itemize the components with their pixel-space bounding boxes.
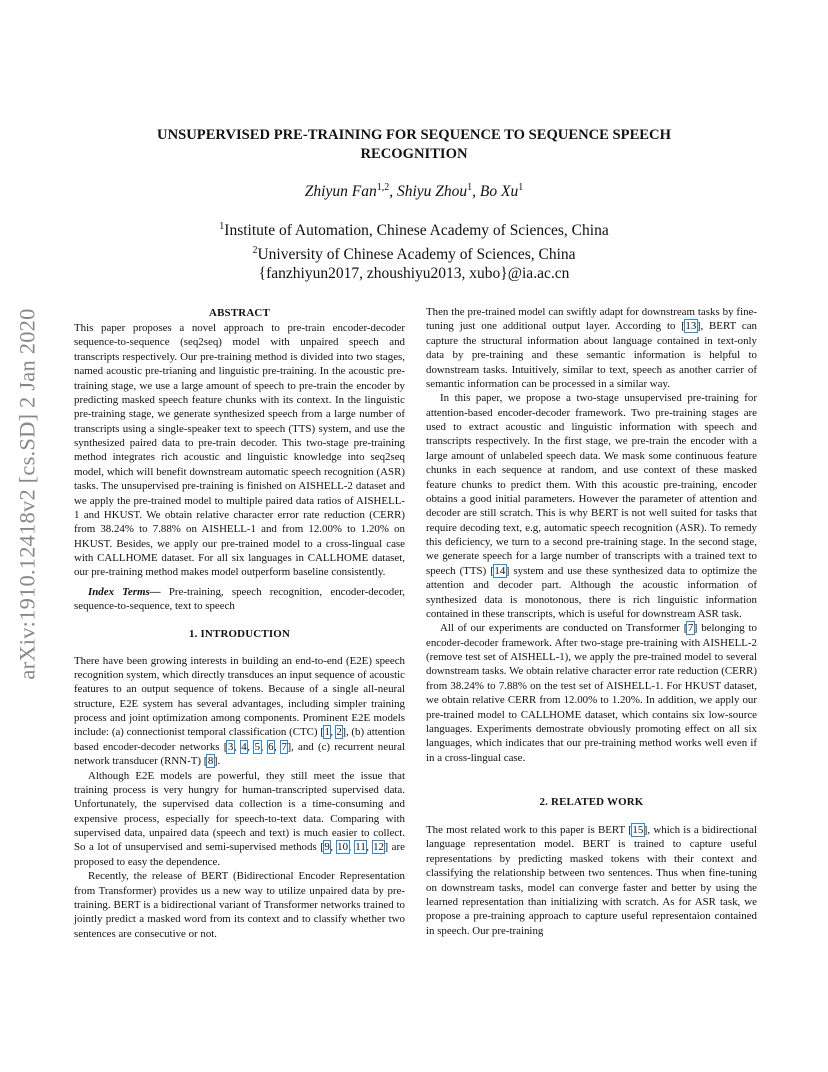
citation-link[interactable]: 5 — [254, 740, 261, 753]
intro-paragraph-4: Then the pre-trained model can swiftly adapt for downstream tasks by fine-tuning just one additional output layer. According to [13], BERT can capture the structural information about language contained in text-only data by pre-training and these semantic information is helpful to downstream tasks. Intuitively, similar to text, speech as another carrier of semantic information can be processed in a similar way. — [426, 306, 757, 390]
citation-link[interactable]: 1 — [324, 726, 330, 739]
affiliations — [100, 217, 728, 284]
author-emails: {fanzhiyun2017, zhoushiyu2013, xubo}@ia.ac.cn — [258, 265, 570, 283]
author-affiliation-mark: 1,2 — [376, 182, 390, 193]
index-terms — [74, 585, 405, 614]
intro-paragraph-5: In this paper, we propose a two-stage unsupervised pre-training for attention-based encoder-decoder framework. Two pre-training stages are used to extract acoustic and linguistic information with speech and transcripts respectively. In the first stage, we pre-train the encoder with a large amount of unlabeled speech data. We mask some continuous feature chunks in each sequence at random, and use context of these masked feature chunks to predict them. With this acoustic pre-training, encoder obtains a good initial parameters. However the parameter of attention and decoder are still scratch. This is why BERT is not well suited for tasks that require decoding text, e.g, automatic speech recognition (ASR). To remedy this deficiency, we turn to a second pre-training stage. In the second stage, we generate speech for a large number of transcripts with a trained text to speech (TTS) [14] system and use these synthesized data to optimize the attention and decoder part. Although the acoustic information of synthesized data is monotonous, there is rich linguistic information contained in these transcripts, which is useful for downstream ASR task. — [426, 392, 757, 620]
affiliation-1 — [100, 217, 728, 241]
citation-link[interactable]: 7 — [687, 622, 694, 635]
index-terms-text: Pre-training, speech recognition, encoder-decoder, sequence-to-sequence, text to speech — [74, 585, 405, 613]
paper-title — [100, 126, 728, 164]
right-column — [426, 305, 757, 938]
author-list: Zhiyun Fan$^{1,2}$, Shiyu Zhou$^1$, Bo Xu$^1$ — [304, 182, 524, 200]
arxiv-sidebar — [2, 298, 54, 690]
citation-link[interactable]: 11 — [355, 841, 366, 854]
affiliation-mark: 2 — [252, 244, 258, 256]
title-line-1: UNSUPERVISED PRE-TRAINING FOR SEQUENCE TO SEQUENCE SPEECH — [157, 127, 671, 143]
index-terms-label: Index Terms— — [88, 585, 161, 598]
affiliation-text: Institute of Automation, Chinese Academy of Sciences, China — [224, 222, 609, 239]
author-name: Shiyu Zhou — [396, 183, 468, 200]
section-heading-introduction: 1. INTRODUCTION — [188, 627, 291, 640]
intro-paragraph-3: Recently, the release of BERT (Bidirectional Encoder Representation from Transformer) provides us a new way to utilize unpaired data by pre-training. BERT is a bidirectional variant of Transformer networks trained to jointly predict a masked word from its context and to classify whether two sentences are consecutive or not. — [74, 870, 405, 940]
citation-link[interactable]: 14 — [494, 564, 506, 577]
citation-link[interactable]: 3 — [227, 740, 234, 753]
abstract-text: This paper proposes a novel approach to pre-train encoder-decoder sequence-to-sequence (seq2seq) model with unpaired speech and transcripts respectively. Our pre-training method is divided into two stages, named acoustic pre-trianing and linguistic pre-training. In the acoustic pre-training stage, we use a large amount of speech to pre-train the encoder by predicting masked speech feature chunks with its context. In the linguistic pre-training stage, we generate synthesized speech from a large number of transcripts using a single-speaker text to speech (TTS) system, and use the synthesized paired data to pre-train decoder. This two-stage pre-training method integrates rich acoustic and linguistic knowledge into seq2seq model, which will benefit downstream automatic speech recognition (ASR) tasks. The unsupervised pre-training is finished on AISHELL-2 dataset and we apply the pre-trained model to multiple paired data ratios of AISHELL-1 and HKUST. We obtain relative character error rate reduction (CERR) from 38.24% to 7.88% on AISHELL-1 and from 12.00% to 1.20% on HKUST. Besides, we apply our pre-trained model to a cross-lingual case with CALLHOME dataset. For all six languages in CALLHOME dataset, our pre-training method makes model outperform baseline consistently. — [74, 322, 405, 579]
affiliation-text: University of Chinese Academy of Sciences, China — [257, 245, 576, 263]
affiliation-mark: 1 — [219, 221, 225, 232]
author-affiliation-mark: 1 — [467, 182, 473, 193]
author-name: Bo Xu — [479, 183, 519, 200]
intro-paragraph-6: All of our experiments are conducted on Transformer [7] belonging to encoder-decoder framework. After two-stage pre-training with AISHELL-2 (remove test set of AISHELL-1), we apply the pre-trained model to several downstream tasks. We obtain relative character error rate reduction (CERR) from 38.24% to 7.88% on the test set of AISHELL-1. For HKUST dataset, we obtain relative CERR from 12.00% to 1.20%. In addition, we apply our pre-trained model to CALLHOME dataset, which contains six low-source languages. Experiments demostrate obviously promoting effect on all six languages, which indicates that our pre-training method works well even if in a cross-lingual case. — [426, 622, 757, 764]
left-column — [74, 306, 405, 941]
arxiv-identifier: arXiv:1910.12418v2 [cs.SD] 2 Jan 2020 — [15, 308, 40, 680]
citation-link[interactable]: 15 — [632, 824, 644, 836]
citation-link[interactable]: 4 — [241, 740, 247, 753]
section-heading-related-work: 2. RELATED WORK — [539, 796, 644, 808]
citation-link[interactable]: 12 — [373, 841, 384, 854]
intro-paragraph-2: Although E2E models are powerful, they still meet the issue that training process is very hungry for human-transcripted supervised data. Unfortunately, the supervised data collection is a time-consuming and expensive process, especially for speech-to-text data. Comparing with supervised data, unpaired data (speech and text) is much easier to collect. So a lot of unsupervised and semi-supervised methods [9, 10, 11, 12] are proposed to easy the dependence. — [74, 769, 405, 868]
citation-link[interactable]: 10 — [337, 841, 349, 854]
related-paragraph-1: The most related work to this paper is BERT [15], which is a bidirectional language representation model. BERT is trained to capture useful representations by predicting masked tokens with their context and classifying the relationship between two sentences. Thus when fine-tuning on downstream tasks, model can converge faster and better by using the learned representation than initializing with scratch. As for ASR task, we propose a pre-training approach to capture useful representaion contained in speech. Our pre-training — [426, 824, 757, 937]
citation-link[interactable]: 7 — [281, 740, 287, 753]
abstract-heading: ABSTRACT — [209, 307, 270, 319]
citation-link[interactable]: 2 — [336, 726, 342, 739]
intro-paragraph-1: There have been growing interests in building an end-to-end (E2E) speech recognition system, which directly transduces an input sequence of acoustic features to an output sequence of tokens. Because of a single all-neural structure, E2E system has several advantages, including simpler training process and joint optimization among components. Prominent E2E models include: (a) connectionist temporal classification (CTC) [1, 2], (b) attention based encoder-decoder networks [3, 4, 5, 6, 7], and (c) recurrent neural network transducer (RNN-T) [8]. — [74, 654, 406, 768]
citation-link[interactable]: 9 — [324, 841, 330, 854]
citation-link[interactable]: 6 — [268, 740, 274, 753]
author-affiliation-mark: 1 — [518, 182, 524, 193]
title-line-2: RECOGNITION — [360, 146, 468, 162]
author-name: Zhiyun Fan — [304, 183, 377, 200]
affiliation-2 — [100, 241, 728, 265]
citation-link[interactable]: 13 — [685, 320, 697, 333]
citation-link[interactable]: 8 — [207, 755, 214, 768]
